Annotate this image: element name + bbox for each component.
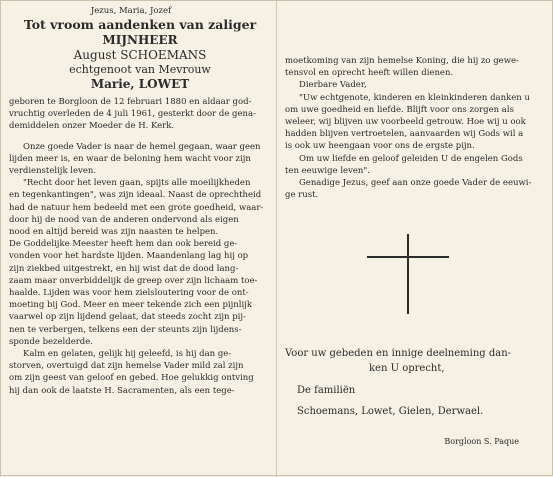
text-line: lijden meer is, en waar de beloning hem wacht voor zijn: [9, 153, 251, 164]
thanks-block: [285, 347, 549, 446]
text-line: storven, overtuigd dat zijn hemelse Vader mild zal zijn: [9, 361, 244, 372]
text-line: Genadige Jezus, geef aan onze goede Vader de eeuwi-: [299, 178, 532, 189]
continuation-text: [285, 55, 547, 79]
text-line: om zijn geest van geloof en gebed. Hoe gelukkig ontving: [9, 373, 254, 384]
prayer: [285, 177, 547, 201]
spouse-line: echtgenoot van Mevrouw: [69, 62, 211, 76]
invocation: Jezus, Maria, Jozef: [90, 6, 172, 16]
text-line: hadden blijven vertroetelen, aanvaarden wij Gods wil a: [285, 129, 524, 140]
text-line: zijn ziekbed uitgestrekt, en hij wist dat de dood lang-: [9, 263, 239, 274]
text-line: Om uw liefde en geloof geleiden U de engelen Gods: [299, 153, 523, 164]
birth-death-text: [9, 96, 271, 133]
text-line: geboren te Borgloon de 12 februari 1880 en aldaar god-: [9, 96, 252, 107]
families-label: De familiën: [297, 385, 356, 396]
families-names: Schoemans, Lowet, Gielen, Derwael.: [297, 405, 484, 417]
deceased-name: August SCHOEMANS: [73, 47, 207, 62]
text-line: ken U oprecht,: [369, 362, 445, 374]
text-line: De Goddelijke Meester heeft hem dan ook bereid ge-: [9, 239, 238, 250]
text-line: door hij de nood van de anderen ondervond als eigen: [9, 214, 239, 225]
text-line: moeting bij God. Meer en meer tekende zich een pijnlijk: [9, 300, 252, 311]
printer-credit: Borgloon S. Paque: [444, 437, 519, 446]
text-line: vruchtig overleden de 4 juli 1961, gesterkt door de gena-: [9, 109, 256, 120]
text-line: tensvol en oprecht heeft willen dienen.: [285, 68, 454, 79]
text-line: sponde bezelderde.: [9, 336, 93, 347]
text-line: "Recht door het leven gaan, spijts alle moeilijkheden: [23, 178, 251, 189]
title: MIJNHEER: [102, 32, 178, 47]
text-line: Onze goede Vader is naar de hemel gegaan, waar geen: [23, 141, 261, 152]
card-fold: [276, 1, 277, 477]
text-line: nen te verbergen, telkens een der steunts zijn lijdens-: [9, 324, 242, 335]
text-line: Voor uw gebeden en innige deelneming dan-: [285, 348, 512, 359]
farewell-paragraph: [285, 92, 547, 177]
text-line: ge rust.: [285, 190, 319, 201]
text-line: is ook uw heengaan voor ons de ergste pijn.: [285, 141, 475, 152]
text-line: "Uw echtgenote, kinderen en kleinkinderen danken u: [299, 92, 530, 103]
text-line: had de natuur hem bedeeld met een grote goedheid, waar-: [9, 202, 264, 213]
paragraph-2: [9, 177, 271, 348]
text-line: Kalm en gelaten, gelijk hij geleefd, is hij dan ge-: [23, 349, 232, 360]
thanks-text: [285, 347, 549, 376]
text-line: haalde. Lijden was voor hem zielsloutering voor de ont-: [9, 288, 249, 299]
text-line: om uwe goedheid en liefde. Blijft voor ons zorgen als: [285, 104, 514, 115]
text-line: vonden voor het hardste lijden. Maandenlang lag hij op: [9, 251, 249, 262]
text-line: en tegenkantingen", was zijn ideaal. Naast de oprechtheid: [9, 190, 262, 201]
spouse-name: Marie, LOWET: [90, 76, 190, 91]
text-line: nood en altijd bereid was zijn naasten te helpen.: [9, 227, 219, 237]
text-line: hij dan ook de laatste H. Sacramenten, als een tege-: [9, 385, 235, 396]
text-line: demiddelen onzer Moeder de H. Kerk.: [9, 121, 175, 132]
text-line: verdienstelijk leven.: [9, 165, 97, 176]
address-line: Dierbare Vader,: [299, 80, 367, 91]
cross-icon: [407, 234, 409, 314]
memorial-line: Tot vroom aandenken van zaliger: [23, 17, 257, 33]
paragraph-1: [9, 141, 271, 178]
paragraph-3: [9, 348, 271, 397]
text-line: vaarwel op zijn lijdend gelaat, dat steeds zocht zijn pij-: [9, 312, 246, 323]
right-page: [285, 55, 547, 201]
left-page: [9, 6, 271, 397]
text-line: zaam maar onverbiddelijk de greep over zijn lichaam toe-: [9, 275, 258, 286]
text-line: ten eeuwige leven".: [285, 165, 370, 176]
cross-icon-bar: [367, 256, 449, 258]
text-line: moetkoming van zijn hemelse Koning, die hij zo gewe-: [285, 56, 519, 66]
text-line: weleer, wij blijven uw voorbeeld getrouw. Hoe wij u ook: [285, 117, 526, 128]
